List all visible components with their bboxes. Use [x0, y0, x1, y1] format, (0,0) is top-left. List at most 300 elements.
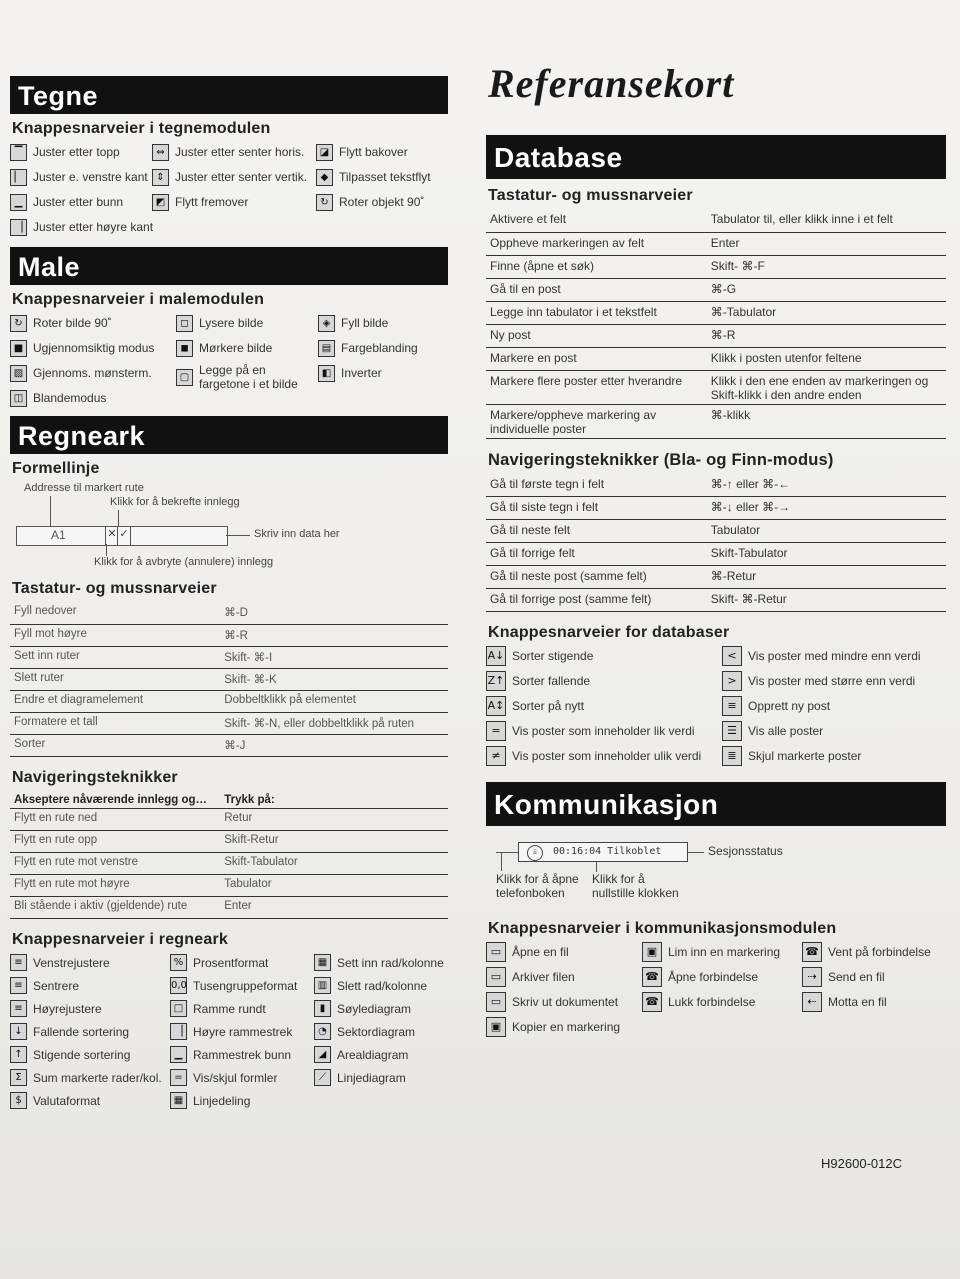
tint-icon[interactable]: ▢	[176, 369, 193, 386]
darken-icon[interactable]: ◼	[176, 340, 193, 357]
align-left-icon[interactable]: ▏	[10, 169, 27, 186]
less-than-icon[interactable]: <	[722, 646, 742, 666]
regneark-button-left-align[interactable]	[10, 953, 164, 973]
regneark-keys-action-cell: Fyll mot høyre	[10, 624, 220, 646]
database-keys-action-cell: Markere/oppheve markering av individuelle poster	[486, 404, 707, 438]
regneark-button-pie-chart[interactable]	[314, 1022, 444, 1042]
regneark-button-label: Sentrere	[33, 978, 80, 993]
database-button-label: Vis alle poster	[748, 724, 824, 738]
regneark-keys-row	[10, 668, 448, 690]
phone-label: Klikk for å åpne telefonboken	[496, 872, 579, 900]
regneark-button-outline-border[interactable]	[170, 999, 308, 1019]
pie-chart-icon[interactable]: ◔	[314, 1023, 331, 1040]
database-button-less-than[interactable]	[722, 646, 932, 666]
confirm-entry-button[interactable]: ✓	[117, 527, 131, 545]
align-top-icon[interactable]: ▔	[10, 144, 27, 161]
male-button-rotate-image[interactable]	[10, 313, 170, 333]
database-keys-row	[486, 324, 946, 347]
regneark-button-right-border[interactable]	[170, 1022, 308, 1042]
database-nav-shortcut-cell: ⌘-Retur	[707, 566, 946, 589]
komm-button-receive-file[interactable]	[802, 992, 934, 1012]
regneark-nav-header-row	[10, 791, 448, 809]
regneark-nav-row	[10, 852, 448, 874]
tegne-button-align-left[interactable]	[10, 167, 146, 187]
male-button-label: Mørkere bilde	[199, 341, 273, 355]
database-keys-action-cell: Markere flere poster etter hverandre	[486, 370, 707, 404]
database-button-label: Vis poster som inneholder ulik verdi	[512, 749, 702, 763]
database-button-not-equal[interactable]	[486, 746, 714, 766]
greater-than-icon[interactable]: >	[722, 671, 742, 691]
tegne-button-fit-text[interactable]	[316, 167, 444, 187]
formula-toggle-icon[interactable]: =	[170, 1069, 187, 1086]
archive-file-icon[interactable]: ▭	[486, 967, 506, 987]
enter-pointer	[226, 535, 250, 536]
database-button-all-records[interactable]	[722, 721, 932, 741]
sort-descending-icon[interactable]: ↓	[10, 1023, 27, 1040]
gridlines-icon[interactable]: ▦	[170, 1092, 187, 1109]
komm-button-label: Skriv ut dokumentet	[512, 995, 619, 1009]
regneark-nav-row	[10, 808, 448, 830]
regneark-button-sort-ascending[interactable]	[10, 1045, 164, 1065]
send-backward-icon[interactable]: ◪	[316, 144, 333, 161]
right-align-icon[interactable]: ≡	[10, 1000, 27, 1017]
database-button-label: Vis poster med større enn verdi	[748, 674, 916, 688]
wait-connection-icon[interactable]: ☎	[802, 942, 822, 962]
komm-button-print-document[interactable]	[486, 992, 632, 1012]
receive-file-icon[interactable]: ⇠	[802, 992, 822, 1012]
product-code: H92600-012C	[821, 1156, 902, 1171]
regneark-button-sort-descending[interactable]	[10, 1022, 164, 1042]
session-status-diagram	[486, 836, 946, 914]
regneark-col-1	[10, 953, 164, 1111]
left-align-icon[interactable]: ≡	[10, 954, 27, 971]
regneark-button-thousands[interactable]	[170, 976, 308, 996]
male-button-fill[interactable]	[318, 313, 442, 333]
regneark-button-area-chart[interactable]	[314, 1045, 444, 1065]
cancel-label: Klikk for å avbryte (annulere) innlegg	[94, 556, 274, 568]
komm-button-send-file[interactable]	[802, 967, 934, 987]
male-button-darken[interactable]	[176, 338, 312, 358]
regneark-keys-action-cell: Fyll nedover	[10, 602, 220, 624]
tegne-button-rotate[interactable]	[316, 192, 444, 212]
regneark-keys-action-cell: Slett ruter	[10, 668, 220, 690]
bring-forward-icon[interactable]: ◩	[152, 194, 169, 211]
database-keys-head: Tastatur- og mussnarveier	[488, 187, 693, 204]
copy-selection-icon[interactable]: ▣	[486, 1017, 506, 1037]
database-keys-action-cell: Oppheve markeringen av felt	[486, 232, 707, 255]
regneark-keys-row	[10, 624, 448, 646]
outline-border-icon[interactable]: □	[170, 1000, 187, 1017]
fit-text-icon[interactable]: ◆	[316, 169, 333, 186]
komm-button-label: Kopier en markering	[512, 1020, 621, 1034]
tegne-button-align-bottom[interactable]	[10, 192, 146, 212]
regneark-nav-action-cell: Flytt en rute ned	[10, 808, 220, 830]
regneark-button-label: Linjedeling	[193, 1093, 251, 1108]
database-button-sort-desc[interactable]	[486, 671, 714, 691]
regneark-keys-action-cell: Sett inn ruter	[10, 646, 220, 668]
area-chart-icon[interactable]: ◢	[314, 1046, 331, 1063]
database-keys-action-cell: Aktivere et felt	[486, 209, 707, 232]
komm-button-open-connection[interactable]	[642, 967, 792, 987]
database-col-2	[722, 646, 932, 766]
regneark-button-delete-rowcol[interactable]	[314, 976, 444, 996]
male-col-2	[176, 313, 312, 408]
database-nav-action-cell: Gå til forrige post (samme felt)	[486, 589, 707, 612]
regneark-col-2	[170, 953, 308, 1111]
address-pointer	[50, 496, 51, 526]
komm-button-label: Åpne en fil	[512, 945, 569, 959]
database-nav-action-cell: Gå til neste post (samme felt)	[486, 566, 707, 589]
database-nav-row	[486, 589, 946, 612]
male-subhead: Knappesnarveier i malemodulen	[12, 291, 265, 308]
send-file-icon[interactable]: ⇢	[802, 967, 822, 987]
tegne-button-label: Juster etter høyre kant	[33, 220, 154, 234]
insert-rowcol-icon[interactable]: ▦	[314, 954, 331, 971]
regneark-button-center-align[interactable]	[10, 976, 164, 996]
tegne-button-label: Flytt bakover	[339, 145, 408, 159]
sort-asc-icon[interactable]: A↓	[486, 646, 506, 666]
tegne-button-label: Tilpasset tekstflyt	[339, 170, 431, 184]
komm-col-2	[642, 942, 792, 1037]
regneark-keys-row	[10, 712, 448, 734]
fill-icon[interactable]: ◈	[318, 315, 335, 332]
database-btn-head: Knappesnarveier for databaser	[488, 624, 730, 641]
male-button-color-blend[interactable]	[318, 338, 442, 358]
male-col-3	[318, 313, 442, 408]
regneark-keys-shortcut-cell: ⌘-D	[220, 602, 448, 624]
tegne-button-label: Juster etter topp	[33, 145, 120, 159]
regneark-button-percent[interactable]	[170, 953, 308, 973]
open-connection-icon[interactable]: ☎	[642, 967, 662, 987]
bottom-border-icon[interactable]: ▁	[170, 1046, 187, 1063]
clock-label: Klikk for å nullstille klokken	[592, 872, 679, 900]
regneark-keys-shortcut-cell: Skift- ⌘-N, eller dobbeltklikk på ruten	[220, 712, 448, 734]
male-button-label: Gjennoms. mønsterm.	[33, 366, 152, 380]
tegne-button-label: Juster etter senter vertik.	[175, 170, 308, 184]
database-button-label: Sorter på nytt	[512, 699, 585, 713]
database-button-label: Sorter stigende	[512, 649, 594, 663]
resort-icon[interactable]: A↕	[486, 696, 506, 716]
tegne-subhead: Knappesnarveier i tegnemodulen	[12, 120, 271, 137]
regneark-button-label: Høyre rammestrek	[193, 1024, 293, 1039]
sort-ascending-icon[interactable]: ↑	[10, 1046, 27, 1063]
database-button-label: Vis poster som inneholder lik verdi	[512, 724, 695, 738]
tegne-button-bring-forward[interactable]	[152, 192, 310, 212]
database-nav-shortcut-cell: ⌘-↑ eller ⌘-←	[707, 474, 946, 497]
regneark-button-insert-rowcol[interactable]	[314, 953, 444, 973]
tegne-button-label: Flytt fremover	[175, 195, 249, 209]
address-label: Addresse til markert rute	[24, 482, 144, 494]
database-keys-shortcut-cell: ⌘-klikk	[707, 404, 946, 438]
cancel-pointer	[106, 544, 107, 556]
percent-icon[interactable]: %	[170, 954, 187, 971]
komm-button-label: Vent på forbindelse	[828, 945, 931, 959]
regneark-keys-shortcut-cell: ⌘-R	[220, 624, 448, 646]
regneark-button-label: Prosentformat	[193, 955, 269, 970]
database-keys-table	[486, 209, 946, 439]
regneark-button-currency[interactable]	[10, 1091, 164, 1111]
komm-button-close-connection[interactable]	[642, 992, 792, 1012]
database-button-label: Sorter fallende	[512, 674, 591, 688]
align-right-icon[interactable]: ▕	[10, 219, 27, 236]
rotate-image-icon[interactable]: ↻	[10, 315, 27, 332]
database-keys-action-cell: Gå til en post	[486, 278, 707, 301]
database-nav-action-cell: Gå til siste tegn i felt	[486, 497, 707, 520]
database-keys-action-cell: Markere en post	[486, 347, 707, 370]
sort-desc-icon[interactable]: Z↑	[486, 671, 506, 691]
tegne-col-3	[316, 142, 444, 237]
komm-button-label: Motta en fil	[828, 995, 887, 1009]
regneark-keys-head: Tastatur- og mussnarveier	[12, 580, 217, 597]
right-column	[486, 60, 946, 1037]
equals-icon[interactable]: =	[486, 721, 506, 741]
regneark-nav-header-cell: Akseptere nåværende innlegg og…	[10, 791, 220, 809]
database-nav-row	[486, 474, 946, 497]
database-keys-row	[486, 301, 946, 324]
regneark-keys-action-cell: Endre et diagramelement	[10, 690, 220, 712]
not-equal-icon[interactable]: ≠	[486, 746, 506, 766]
regneark-keys-shortcut-cell: ⌘-J	[220, 734, 448, 756]
regneark-keys-row	[10, 602, 448, 624]
regneark-keys-shortcut-cell: Skift- ⌘-I	[220, 646, 448, 668]
regneark-nav-shortcut-cell: Enter	[220, 896, 448, 918]
cell-reference: A1	[51, 528, 66, 542]
regneark-buttons	[10, 953, 448, 1111]
regneark-keys-shortcut-cell: Skift- ⌘-K	[220, 668, 448, 690]
confirm-label: Klikk for å bekrefte innlegg	[110, 496, 240, 508]
komm-button-wait-connection[interactable]	[802, 942, 934, 962]
regneark-button-gridlines[interactable]	[170, 1091, 308, 1111]
section-bar-regneark: Regneark	[10, 416, 448, 454]
database-nav-shortcut-cell: Tabulator	[707, 520, 946, 543]
line-chart-icon[interactable]: ⟋	[314, 1069, 331, 1086]
regneark-button-line-chart[interactable]	[314, 1068, 444, 1088]
regneark-btn-head: Knappesnarveier i regneark	[12, 930, 228, 948]
database-col-1	[486, 646, 714, 766]
regneark-button-label: Fallende sortering	[33, 1024, 130, 1039]
regneark-button-bar-chart[interactable]	[314, 999, 444, 1019]
regneark-nav-action-cell: Flytt en rute opp	[10, 830, 220, 852]
database-button-label: Vis poster med mindre enn verdi	[748, 649, 921, 663]
database-keys-action-cell: Ny post	[486, 324, 707, 347]
regneark-nav-shortcut-cell: Skift-Tabulator	[220, 852, 448, 874]
database-nav-action-cell: Gå til første tegn i felt	[486, 474, 707, 497]
regneark-button-sum[interactable]	[10, 1068, 164, 1088]
database-button-new-record[interactable]	[722, 696, 932, 716]
tegne-button-label: Juster etter bunn	[33, 195, 124, 209]
database-keys-shortcut-cell: Enter	[707, 232, 946, 255]
database-nav-table	[486, 474, 946, 613]
regneark-keys-shortcut-cell: Dobbeltklikk på elementet	[220, 690, 448, 712]
delete-rowcol-icon[interactable]: ▥	[314, 977, 331, 994]
regneark-button-label: Arealdiagram	[337, 1047, 409, 1062]
komm-button-label: Send en fil	[828, 970, 885, 984]
komm-button-open-file[interactable]	[486, 942, 632, 962]
regneark-keys-row	[10, 646, 448, 668]
cancel-entry-button[interactable]: ✕	[105, 527, 118, 545]
regneark-nav-header-cell: Trykk på:	[220, 791, 448, 809]
clock-pointer	[596, 862, 597, 872]
male-button-tint[interactable]	[176, 363, 312, 391]
regneark-nav-action-cell: Bli stående i aktiv (gjeldende) rute	[10, 896, 220, 918]
hide-records-icon[interactable]: ≣	[722, 746, 742, 766]
center-align-icon[interactable]: ≡	[10, 977, 27, 994]
currency-icon[interactable]: $	[10, 1092, 27, 1109]
male-button-invert[interactable]	[318, 363, 442, 383]
paste-selection-icon[interactable]: ▣	[642, 942, 662, 962]
regneark-keys-action-cell: Formatere et tall	[10, 712, 220, 734]
formula-bar-diagram	[10, 482, 448, 570]
tegne-col-1	[10, 142, 154, 237]
section-bar-kommunikasjon: Kommunikasjon	[486, 782, 946, 826]
regneark-button-label: Sum markerte rader/kol.	[33, 1070, 162, 1085]
tegne-button-align-right[interactable]	[10, 217, 154, 237]
database-nav-shortcut-cell: Skift- ⌘-Retur	[707, 589, 946, 612]
invert-icon[interactable]: ◧	[318, 365, 335, 382]
database-keys-shortcut-cell: Tabulator til, eller klikk inne i et felt	[707, 209, 946, 232]
database-nav-row	[486, 543, 946, 566]
open-file-icon[interactable]: ▭	[486, 942, 506, 962]
regneark-keys-action-cell: Sorter	[10, 734, 220, 756]
session-label: Sesjonsstatus	[708, 844, 783, 858]
male-col-1	[10, 313, 170, 408]
print-document-icon[interactable]: ▭	[486, 992, 506, 1012]
komm-btn-head: Knappesnarveier i kommunikasjonsmodulen	[488, 920, 837, 937]
color-blend-icon[interactable]: ▤	[318, 340, 335, 357]
opaque-mode-icon[interactable]: ■	[10, 340, 27, 357]
database-keys-row	[486, 255, 946, 278]
regneark-nav-row	[10, 896, 448, 918]
database-keys-shortcut-cell: ⌘-Tabulator	[707, 301, 946, 324]
regneark-button-bottom-border[interactable]	[170, 1045, 308, 1065]
male-button-blend-mode[interactable]	[10, 388, 170, 408]
thousands-icon[interactable]: 0,0	[170, 977, 187, 994]
komm-button-copy-selection[interactable]	[486, 1017, 632, 1037]
status-right-line	[688, 852, 704, 853]
page-title: Referansekort	[488, 61, 735, 106]
database-keys-shortcut-cell: Klikk i posten utenfor feltene	[707, 347, 946, 370]
regneark-button-label: Søylediagram	[337, 1001, 412, 1016]
new-record-icon[interactable]: ≡	[722, 696, 742, 716]
male-button-transparent-pattern[interactable]	[10, 363, 170, 383]
database-nav-action-cell: Gå til forrige felt	[486, 543, 707, 566]
all-records-icon[interactable]: ☰	[722, 721, 742, 741]
komm-button-archive-file[interactable]	[486, 967, 632, 987]
session-status-bar	[518, 842, 688, 862]
male-button-label: Fyll bilde	[341, 316, 389, 330]
formel-subhead: Formellinje	[12, 460, 100, 477]
tegne-button-label: Roter objekt 90˚	[339, 195, 425, 209]
database-button-label: Opprett ny post	[748, 699, 831, 713]
left-column	[10, 76, 448, 1111]
komm-button-label: Arkiver filen	[512, 970, 575, 984]
regneark-nav-table	[10, 791, 448, 919]
tegne-button-center-horizontal[interactable]	[152, 142, 310, 162]
database-nav-action-cell: Gå til neste felt	[486, 520, 707, 543]
regneark-button-formula-toggle[interactable]	[170, 1068, 308, 1088]
status-left-line	[496, 852, 518, 853]
section-bar-male: Male	[10, 247, 448, 285]
regneark-col-3	[314, 953, 444, 1111]
regneark-nav-shortcut-cell: Retur	[220, 808, 448, 830]
regneark-nav-head: Navigeringsteknikker	[12, 768, 178, 786]
database-nav-head: Navigeringsteknikker (Bla- og Finn-modus)	[488, 450, 834, 469]
regneark-button-label: Høyrejustere	[33, 1001, 102, 1016]
rotate-icon[interactable]: ↻	[316, 194, 333, 211]
confirm-pointer	[118, 510, 119, 526]
enter-data-label: Skriv inn data her	[254, 528, 340, 540]
lighten-icon[interactable]: ◻	[176, 315, 193, 332]
regneark-button-label: Linjediagram	[337, 1070, 406, 1085]
regneark-button-label: Tusengruppeformat	[193, 978, 298, 993]
regneark-button-label: Vis/skjul formler	[193, 1070, 278, 1085]
database-nav-shortcut-cell: ⌘-↓ eller ⌘-→	[707, 497, 946, 520]
database-nav-row	[486, 566, 946, 589]
phone-icon[interactable]: ☏	[527, 845, 543, 861]
regneark-nav-shortcut-cell: Skift-Retur	[220, 830, 448, 852]
database-button-greater-than[interactable]	[722, 671, 932, 691]
align-bottom-icon[interactable]: ▁	[10, 194, 27, 211]
bar-chart-icon[interactable]: ▮	[314, 1000, 331, 1017]
tegne-button-center-vertical[interactable]	[152, 167, 310, 187]
database-keys-shortcut-cell: Klikk i den ene enden av markeringen og Skift-klikk i den andre enden	[707, 370, 946, 404]
database-button-hide-records[interactable]	[722, 746, 932, 766]
database-keys-row	[486, 404, 946, 438]
database-keys-row	[486, 232, 946, 255]
section-bar-database: Database	[486, 135, 946, 179]
database-nav-row	[486, 520, 946, 543]
right-border-icon[interactable]: ▕	[170, 1023, 187, 1040]
male-button-lighten[interactable]	[176, 313, 312, 333]
komm-button-label: Lim inn en markering	[668, 945, 781, 959]
male-button-label: Ugjennomsiktig modus	[33, 341, 155, 355]
regneark-nav-action-cell: Flytt en rute mot høyre	[10, 874, 220, 896]
regneark-nav-shortcut-cell: Tabulator	[220, 874, 448, 896]
center-horizontal-icon[interactable]: ⇔	[152, 144, 169, 161]
center-vertical-icon[interactable]: ⇕	[152, 169, 169, 186]
male-button-label: Legge på en fargetone i et bilde	[199, 363, 298, 391]
transparent-pattern-icon[interactable]: ▨	[10, 365, 27, 382]
blend-mode-icon[interactable]: ◫	[10, 390, 27, 407]
komm-button-label: Åpne forbindelse	[668, 970, 759, 984]
database-keys-row	[486, 370, 946, 404]
komm-col-3	[802, 942, 934, 1037]
regneark-button-label: Sett inn rad/kolonne	[337, 955, 444, 970]
tegne-button-label: Juster e. venstre kant	[33, 170, 148, 184]
database-keys-row	[486, 347, 946, 370]
male-button-opaque-mode[interactable]	[10, 338, 170, 358]
sum-icon[interactable]: Σ	[10, 1069, 27, 1086]
database-button-label: Skjul markerte poster	[748, 749, 862, 763]
regneark-button-right-align[interactable]	[10, 999, 164, 1019]
database-button-equals[interactable]	[486, 721, 714, 741]
database-keys-row	[486, 209, 946, 232]
regneark-nav-row	[10, 830, 448, 852]
regneark-keys-row	[10, 734, 448, 756]
database-button-sort-asc[interactable]	[486, 646, 714, 666]
regneark-keys-table	[10, 602, 448, 757]
database-keys-action-cell: Legge inn tabulator i et tekstfelt	[486, 301, 707, 324]
tegne-button-align-top[interactable]	[10, 142, 146, 162]
session-status-text[interactable]: 00:16:04 Tilkoblet	[553, 846, 662, 857]
tegne-button-send-backward[interactable]	[316, 142, 444, 162]
komm-col-1	[486, 942, 632, 1037]
database-button-resort[interactable]	[486, 696, 714, 716]
komm-button-paste-selection[interactable]	[642, 942, 792, 962]
close-connection-icon[interactable]: ☎	[642, 992, 662, 1012]
regneark-nav-row	[10, 874, 448, 896]
male-button-label: Inverter	[341, 366, 382, 380]
